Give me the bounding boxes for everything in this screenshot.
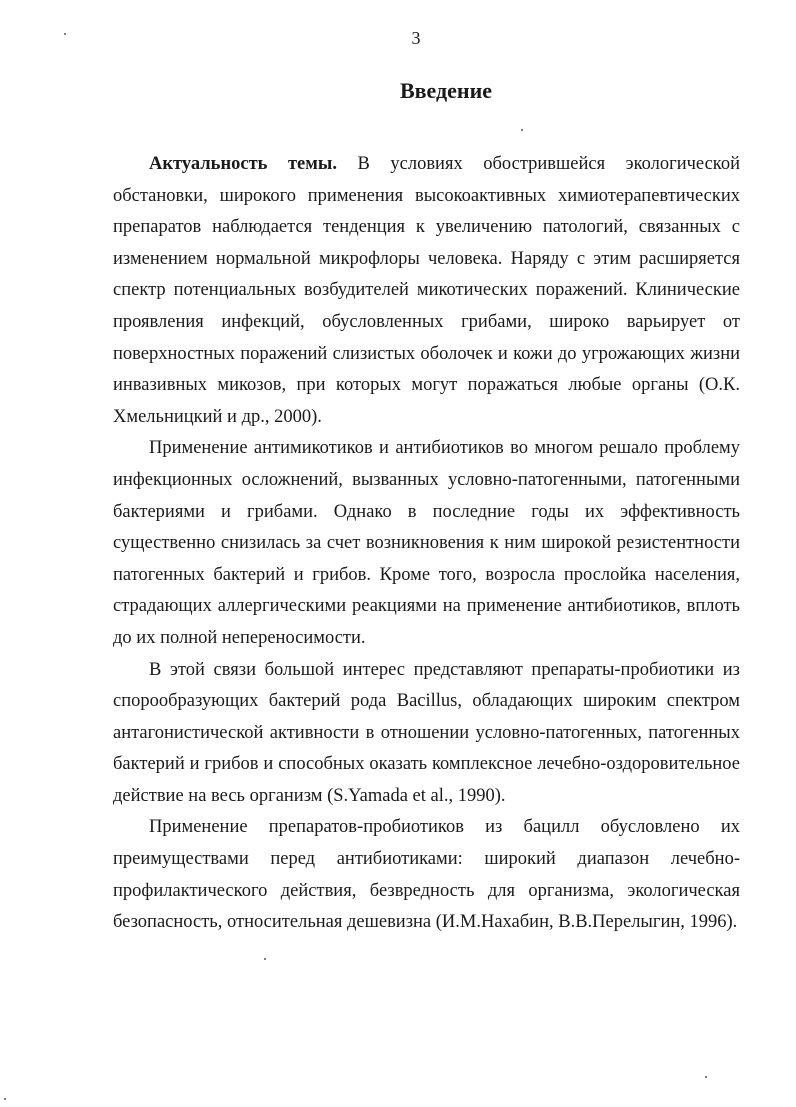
paragraph-antibiotics: Применение антимикотиков и антибиотиков во многом решало проблему инфекционных осложнений, вызванных условно-патогенными, патогенными бактериями и грибами. Однако в последние годы их эффективность существенно снизилась за счет возникновения к ним широкой резистентности патогенных бактерий и грибов. Кроме того, возросла прослойка населения, страдающих аллергическими реакциями на применение антибиотиков, вплоть до их полной непереносимости. <box>113 438 740 648</box>
scan-speck <box>264 958 266 960</box>
lead-term: Актуальность темы. <box>149 154 337 174</box>
scan-speck <box>4 1098 6 1100</box>
scan-speck <box>705 1076 707 1078</box>
intro-text: В условиях обострившейся экологической обстановки, широкого применения высокоактивных химиотерапевтических препаратов наблюдается тенденция к увеличению патологий, связанных с изменением нормальной микрофлоры человека. Наряду с этим расширяется спектр потенциальных возбудителей микотических поражений. Клинические проявления инфекций, обусловленных грибами, широко варьирует от поверхностных поражений слизистых оболочек и кожи до угрожающих жизни инвазивных микозов, при которых могут поражаться любые органы (О.К. Хмельницкий и др., 2000). <box>113 154 741 427</box>
paragraph-advantages: Применение препаратов-пробиотиков из бацилл обусловлено их преимуществами перед антибиотиками: широкий диапазон лечебно-профилактического действия, безвредность для организма, экологическая безопасность, относительная дешевизна (И.М.Нахабин, В.В.Перелыгин, 1996). <box>113 817 740 933</box>
page-number: 3 <box>411 28 421 48</box>
scan-speck <box>64 33 66 35</box>
document-body <box>113 149 740 939</box>
scan-speck <box>521 129 523 131</box>
intro-paragraph <box>113 149 740 433</box>
page-title: Введение <box>399 78 493 103</box>
paragraph-probiotics: В этой связи большой интерес представляют препараты-пробиотики из спорообразующих бактерий рода Bacillus, обладающих широким спектром антагонистической активности в отношении условно-патогенных, патогенных бактерий и грибов и способных оказать комплексное лечебно-оздоровительное действие на весь организм (S.Yamada et al., 1990). <box>113 659 740 806</box>
